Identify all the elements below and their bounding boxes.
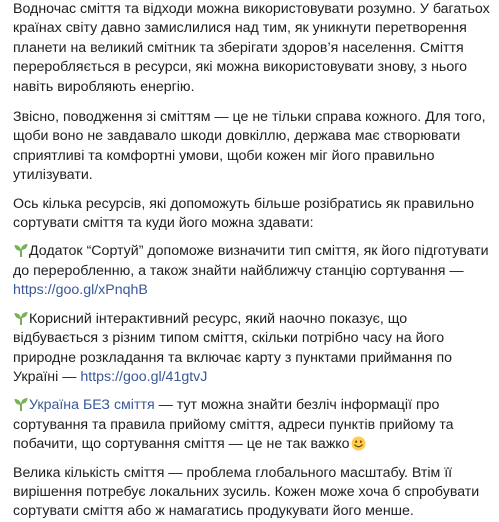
resource-text: Україні — xyxy=(13,368,81,385)
text-line: щоби воно не завдавало шкоди довкіллю, держава має створювати xyxy=(13,128,461,145)
seedling-icon xyxy=(13,310,29,326)
link-page-ukraine-bez-smittia[interactable]: Україна БЕЗ сміття xyxy=(29,397,155,414)
link-sortuy[interactable]: https://goo.gl/xPnqhB xyxy=(13,282,148,299)
resource-item-sortuy-app xyxy=(13,242,491,300)
paragraph-state-role xyxy=(13,108,491,186)
text-line: сприятливі та комфортні умови, щоби кожен міг його правильно xyxy=(13,147,435,164)
resource-text: сортування та правила прийому сміття, адреси пунктів прийому та xyxy=(13,416,454,433)
resource-text: Додаток “Сортуй” допоможе визначити тип сміття, як його підготувати xyxy=(29,243,489,260)
text-line: сортувати сміття та куди його можна здавати: xyxy=(13,215,314,232)
paragraph-conclusion xyxy=(13,464,491,522)
paragraph-recycling-intro xyxy=(13,0,491,97)
seedling-icon xyxy=(13,242,29,258)
text-line: сортувати сміття або ж намагатись продукувати його менше. xyxy=(13,503,414,520)
smile-emoji-icon xyxy=(351,436,366,451)
text-line: планети на великий смітник та зберігати здоров’я населення. Сміття xyxy=(13,39,464,56)
text-line: Велика кількість сміття — проблема глобального масштабу. Втім її xyxy=(13,464,453,481)
link-interactive-map[interactable]: https://goo.gl/41gtvJ xyxy=(80,368,208,385)
text-line: утилізувати. xyxy=(13,167,93,184)
resource-text: природне розкладання та включає карту з пунктами приймання по xyxy=(13,349,453,366)
resource-item-interactive xyxy=(13,310,491,388)
resource-text: відбувається з різним типом сміття, скільки потрібно часу на його xyxy=(13,330,445,347)
resource-text: Корисний інтерактивний ресурс, який наочно показує, що xyxy=(29,310,408,327)
seedling-icon xyxy=(13,396,29,412)
text-line: вирішення потребує локальних зусиль. Кожен може хоча б спробувати xyxy=(13,483,480,500)
resource-text: побачити, що сортування сміття — це не так важко xyxy=(13,436,350,453)
text-line: Водночас сміття та відходи можна використовувати розумно. У багатьох xyxy=(13,1,490,17)
text-line: навіть виробляють енергію. xyxy=(13,78,195,95)
resource-text: — тут можна знайти безліч інформації про xyxy=(154,397,440,414)
text-line: Звісно, поводження зі сміттям — це не тільки справа кожного. Для того, xyxy=(13,109,486,126)
resource-text: до переробленню, а також знайти найближчу станцію сортування — xyxy=(13,262,464,279)
text-line: переробляється в ресурси, які можна використовувати знову, з нього xyxy=(13,59,467,76)
resource-item-ukraine-bez-smittia xyxy=(13,396,491,454)
text-line: Ось кілька ресурсів, які допоможуть більше розібратись як правильно xyxy=(13,195,475,212)
paragraph-resources-intro xyxy=(13,195,491,234)
text-line: країнах світу давно замислилися над тим, як уникнути перетворення xyxy=(13,20,467,37)
